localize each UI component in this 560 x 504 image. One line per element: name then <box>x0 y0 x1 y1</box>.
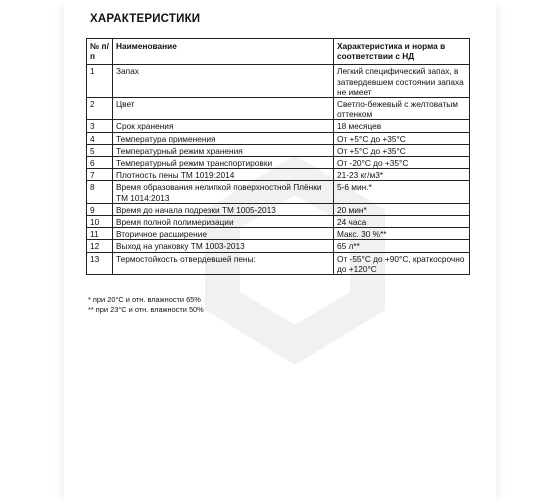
header-name: Наименование <box>113 39 334 65</box>
row-name: Температурный режим хранения <box>113 144 334 156</box>
table-row <box>87 181 470 203</box>
row-name: Срок хранения <box>113 120 334 132</box>
row-number: 11 <box>87 228 113 240</box>
table-row <box>87 169 470 181</box>
row-value: Макс. 30 %** <box>334 228 470 240</box>
row-value: Легкий специфический запах, в затвердевшем состоянии запаха не имеет <box>334 65 470 98</box>
header-number: № п/п <box>87 39 113 65</box>
footnote: * при 20°С и отн. влажности 65% <box>88 295 201 304</box>
table-row <box>87 216 470 228</box>
row-number: 4 <box>87 132 113 144</box>
row-name: Время до начала подрезки ТМ 1005-2013 <box>113 203 334 215</box>
table-row <box>87 228 470 240</box>
row-number: 3 <box>87 120 113 132</box>
row-number: 6 <box>87 157 113 169</box>
row-name: Термостойкость отвердевшей пены: <box>113 252 334 274</box>
table-row <box>87 240 470 252</box>
row-value: От -20°С до +35°С <box>334 157 470 169</box>
row-number: 13 <box>87 252 113 274</box>
row-number: 1 <box>87 65 113 98</box>
table-row <box>87 203 470 215</box>
row-number: 2 <box>87 98 113 120</box>
row-number: 5 <box>87 144 113 156</box>
row-number: 9 <box>87 203 113 215</box>
row-number: 7 <box>87 169 113 181</box>
table-row <box>87 98 470 120</box>
row-value: 21-23 кг/м3* <box>334 169 470 181</box>
row-value: 18 месяцев <box>334 120 470 132</box>
header-characteristic: Характеристика и норма в соответствии с НД <box>334 39 470 65</box>
footnote: ** при 23°С и отн. влажности 50% <box>88 305 204 314</box>
row-name: Плотность пены ТМ 1019:2014 <box>113 169 334 181</box>
row-number: 12 <box>87 240 113 252</box>
row-value: 65 л** <box>334 240 470 252</box>
row-number: 8 <box>87 181 113 203</box>
row-value: От +5°С до +35°С <box>334 132 470 144</box>
row-name: Температурный режим транспортировки <box>113 157 334 169</box>
table-row <box>87 120 470 132</box>
row-name: Вторичное расширение <box>113 228 334 240</box>
row-name: Температура применения <box>113 132 334 144</box>
row-name: Время полной полимеризации <box>113 216 334 228</box>
table-header-row <box>87 39 470 65</box>
characteristics-table <box>86 38 470 275</box>
page-title: ХАРАКТЕРИСТИКИ <box>90 13 201 25</box>
row-value: От -55°С до +90°С, краткосрочно до +120°С <box>334 252 470 274</box>
row-value: Светло-бежевый с желтоватым оттенком <box>334 98 470 120</box>
row-name: Время образования нелипкой поверхностной Плёнки ТМ 1014:2013 <box>113 181 334 203</box>
row-value: 24 часа <box>334 216 470 228</box>
footnotes <box>88 295 204 315</box>
table-row <box>87 144 470 156</box>
row-name: Выход на упаковку ТМ 1003-2013 <box>113 240 334 252</box>
table-row <box>87 65 470 98</box>
row-value: 20 мин* <box>334 203 470 215</box>
row-value: От +5°С до +35°С <box>334 144 470 156</box>
table-row <box>87 132 470 144</box>
row-name: Запах <box>113 65 334 98</box>
table-row <box>87 252 470 274</box>
row-value: 5-6 мин.* <box>334 181 470 203</box>
table-row <box>87 157 470 169</box>
row-number: 10 <box>87 216 113 228</box>
row-name: Цвет <box>113 98 334 120</box>
